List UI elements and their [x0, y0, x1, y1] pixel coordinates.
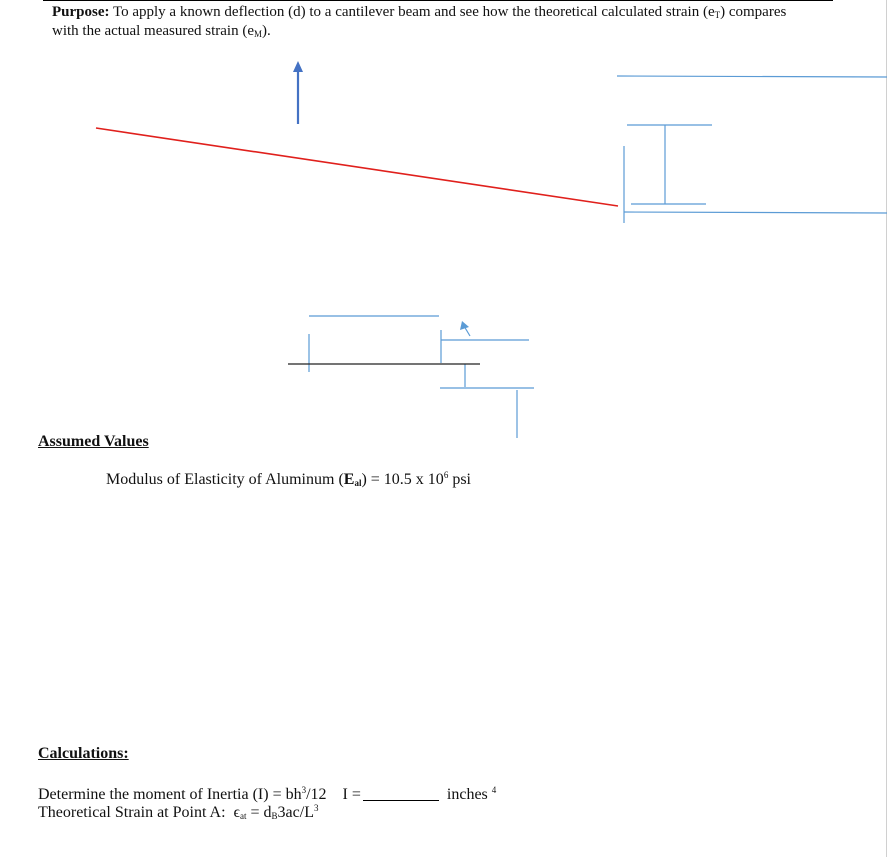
- modulus-exponent: 6: [443, 470, 449, 480]
- purpose-text: To apply a known deflection (d) to a cantilever beam and see how the theoretical calculated strain (e: [112, 4, 715, 20]
- clamp-fixture: [617, 76, 887, 223]
- modulus-line: [106, 471, 471, 489]
- purpose-text-2: ) compares with the actual measured strain (e: [52, 4, 787, 39]
- modulus-symbol: [344, 471, 362, 488]
- deflected-beam-line: [96, 128, 618, 206]
- inertia-unit-exponent: 4: [491, 785, 497, 795]
- inertia-exponent: 3: [301, 785, 307, 795]
- purpose-sub-m: M: [254, 29, 263, 39]
- purpose-sub-t: T: [714, 10, 721, 20]
- strain-equals: = d: [246, 804, 272, 821]
- purpose-label: Purpose:: [52, 4, 110, 20]
- purpose-text-3: ).: [262, 23, 271, 39]
- modulus-value: ) = 10.5 x 10: [361, 471, 444, 488]
- inertia-unit: inches: [442, 786, 492, 803]
- inertia-text: Determine the moment of Inertia (I) = bh: [38, 786, 302, 803]
- assumed-values-heading: Assumed Values: [38, 433, 149, 450]
- strain-line: [38, 804, 318, 822]
- inertia-answer-blank[interactable]: [363, 786, 439, 801]
- gauge-sketch: [309, 316, 534, 438]
- gauge-arrow-icon: [460, 321, 469, 330]
- strain-text: Theoretical Strain at Point A: ϵ: [38, 804, 240, 821]
- deflection-arrow-icon: [293, 61, 303, 72]
- strain-subscript: at: [240, 811, 247, 821]
- strain-subscript-b: B: [271, 811, 278, 821]
- modulus-subscript: al: [354, 478, 362, 488]
- modulus-text: Modulus of Elasticity of Aluminum (: [106, 471, 344, 488]
- modulus-unit: psi: [448, 471, 471, 488]
- inertia-line: [38, 786, 496, 804]
- modulus-symbol-letter: E: [343, 471, 355, 488]
- strain-formula: 3ac/L: [277, 804, 314, 821]
- inertia-formula: /12 I =: [306, 786, 361, 803]
- strain-exponent: 3: [313, 803, 319, 813]
- calculations-heading: Calculations:: [38, 745, 129, 762]
